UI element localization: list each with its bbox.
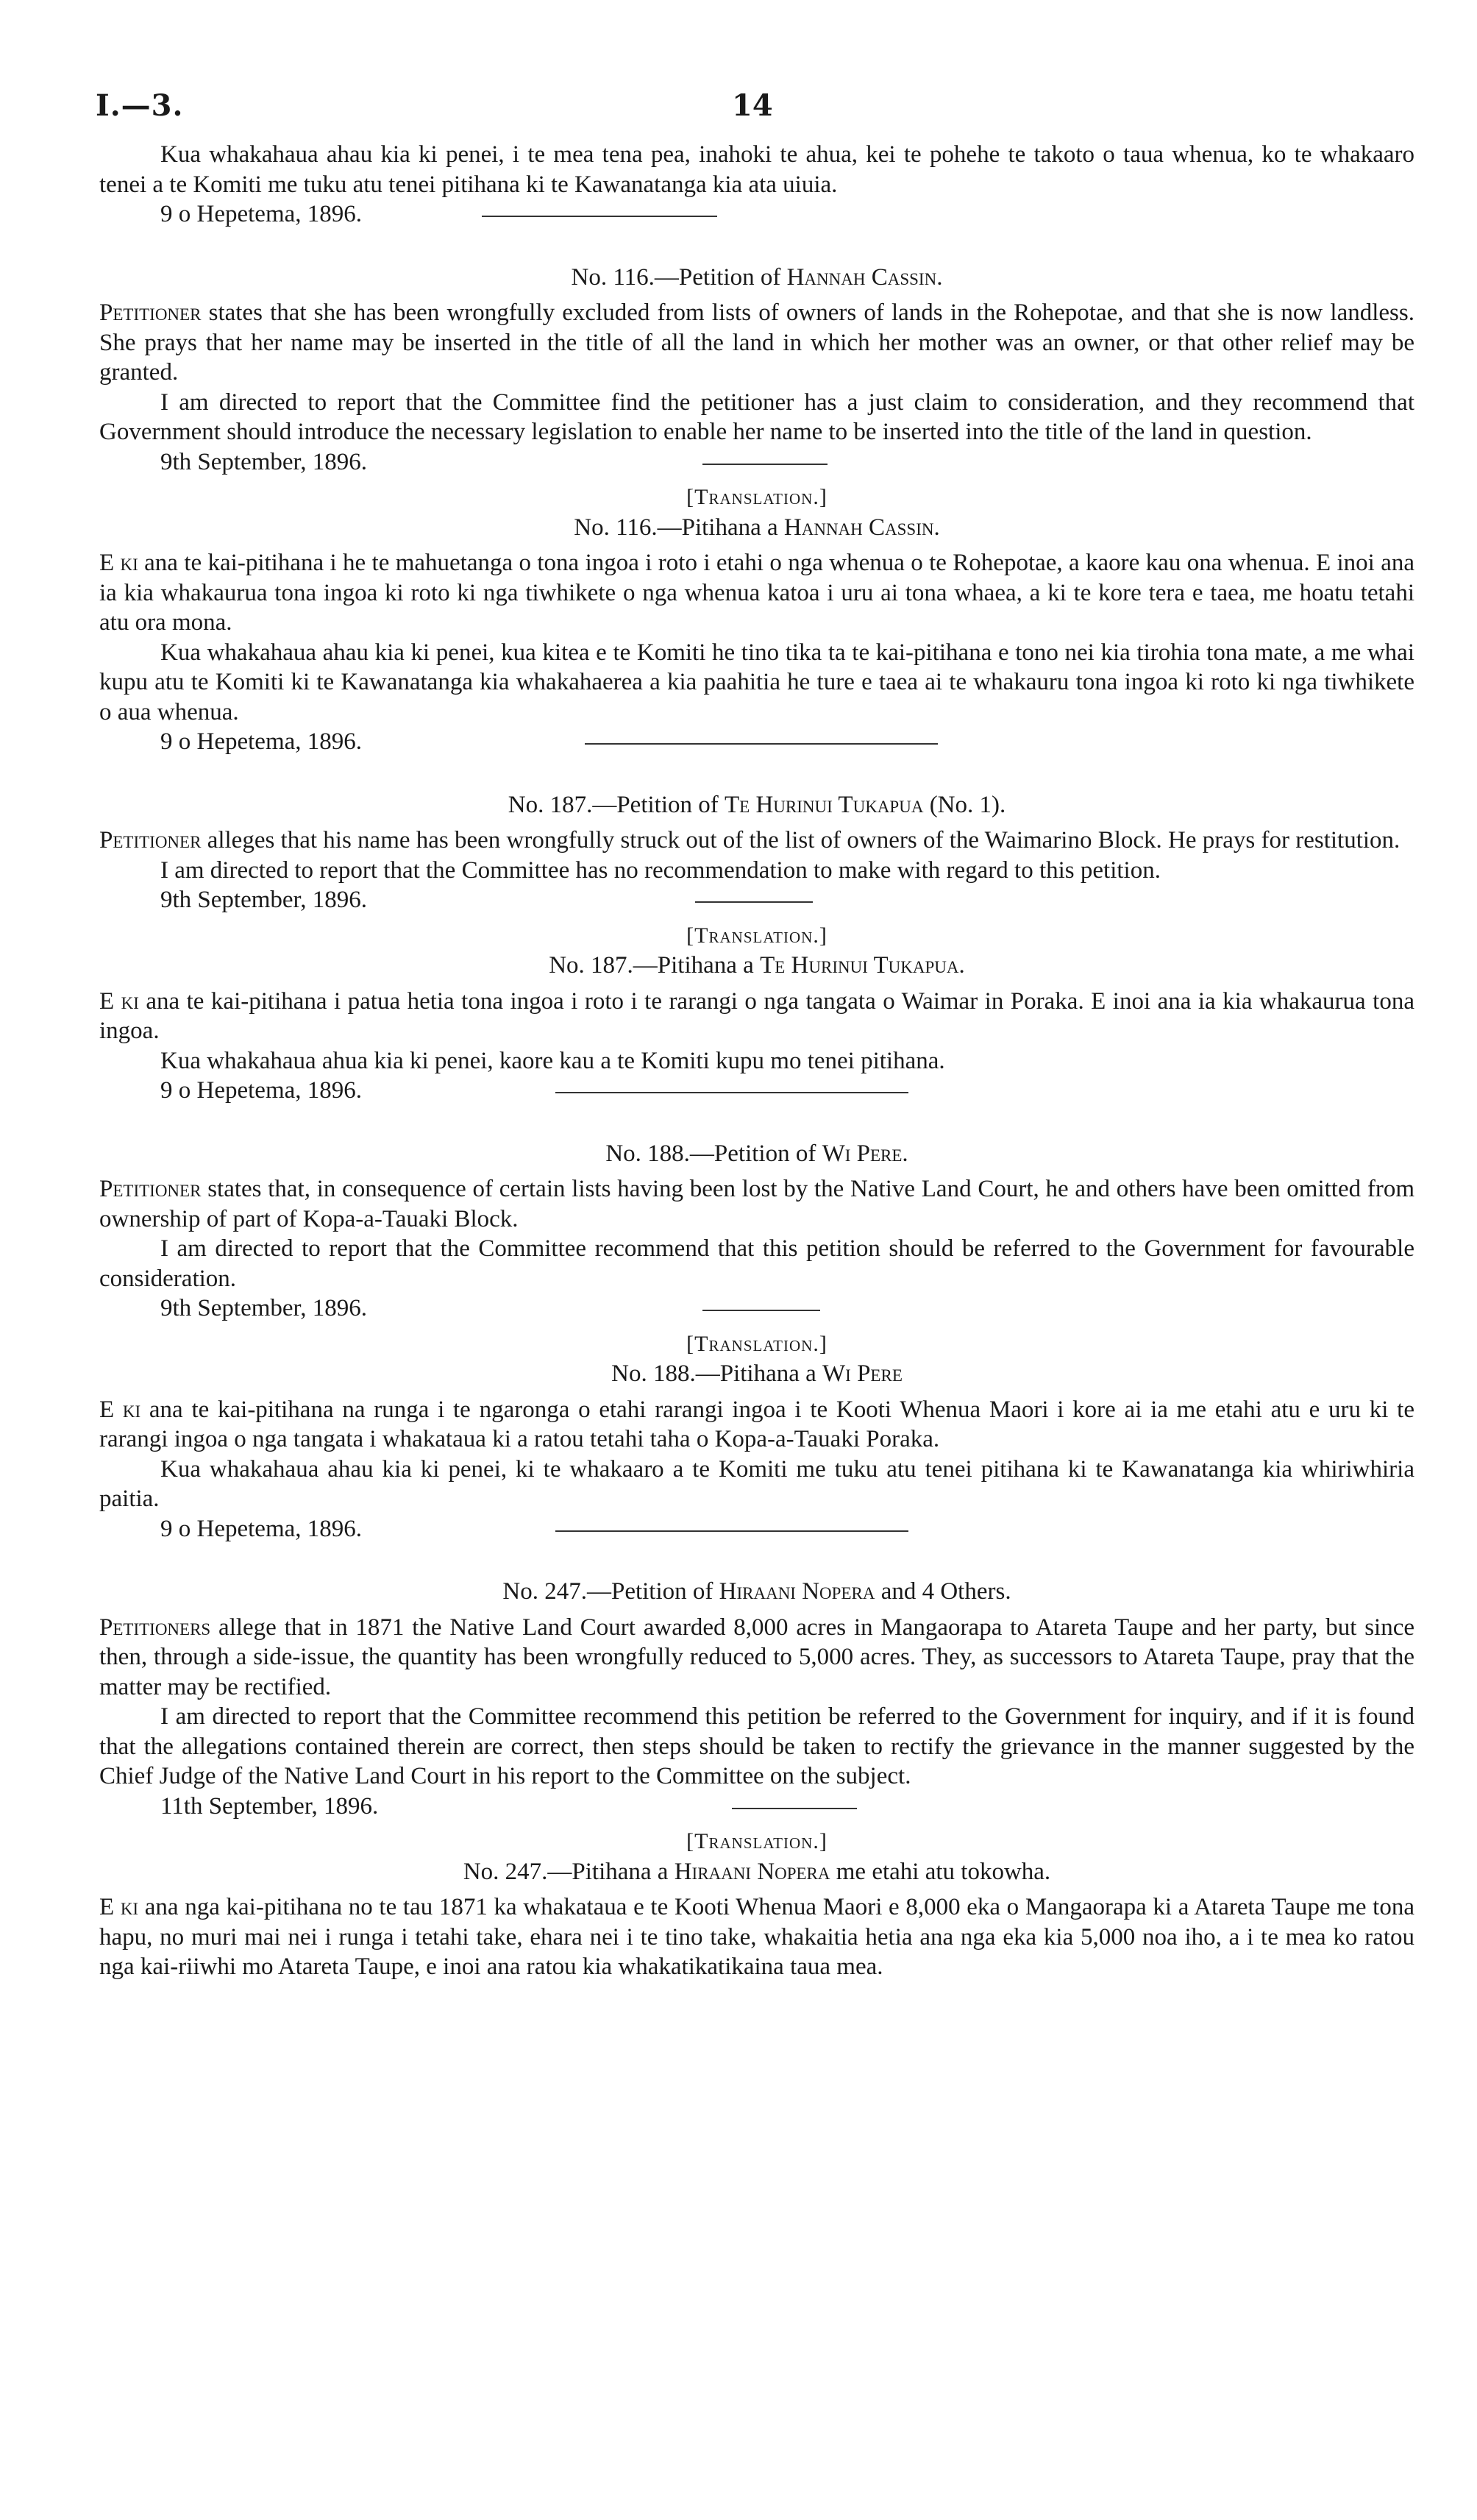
translation-label: [Translation.] (686, 1829, 828, 1853)
date-line (99, 447, 1414, 478)
translation-statement: E ki ana te kai-pitihana i he te mahuetanga o tona ingoa i roto i etahi o nga whenua o te Rohepotae, a kaore kau ona whenua. E inoi ana ia kia whakaurua tona ingoa ki roto ki nga tiwhikete o nga whenua katoa i uru ai tona whaea, a ki te kore tera e taea, me hoatu tetahi atu ora mona. (99, 550, 1414, 636)
petitioner-name: Wi Pere (822, 1360, 903, 1387)
date-line (99, 1076, 1414, 1106)
section-divider (585, 743, 938, 745)
document-reference: I.—3. (96, 88, 184, 123)
date-line (99, 1514, 1414, 1544)
date-text: 9th September, 1896. (160, 887, 367, 913)
committee-report: I am directed to report that the Committee recommend this petition be referred to the Government for inquiry, and if it is found that the allegations contained therein are correct, then steps should be taken to rectify the grievance in the manner suggested by the Chief Judge of the Native Land Court in his report to the Committee on the subject. (99, 1703, 1414, 1789)
petition-statement: Petitioner states that, in consequence of certain lists having been lost by the Native Land Court, he and others have been omitted from ownership of part of Kopa-a-Tauaki Block. (99, 1176, 1414, 1232)
section-divider (555, 1092, 908, 1093)
translation-heading: No. 187.—Pitihana a Te Hurinui Tukapua. (549, 952, 965, 979)
date-text: 11th September, 1896. (160, 1792, 379, 1820)
section-divider (555, 1530, 908, 1532)
translation-label: [Translation.] (686, 923, 828, 948)
translation-heading: No. 247.—Pitihana a Hiraani Nopera me etahi atu tokowha. (463, 1858, 1051, 1885)
page-number: 14 (732, 88, 773, 123)
date-text: 9 o Hepetema, 1896. (160, 201, 363, 227)
petitioner-name: Te Hurinui Tukapua (725, 791, 924, 818)
petitioner-name: Hiraani Nopera (719, 1578, 875, 1605)
committee-report: I am directed to report that the Committee has no recommendation to make with regard to this petition. (160, 856, 1161, 884)
petition-heading: No. 116.—Petition of Hannah Cassin. (571, 263, 943, 291)
date-text: 9 o Hepetema, 1896. (160, 1077, 363, 1104)
petitioner-name: Hiraani Nopera (674, 1858, 830, 1885)
petition-statement: Petitioner states that she has been wrongfully excluded from lists of owners of lands in the Rohepotae, and that she is now landless. She prays that her name may be inserted in the title of all the land in which her mother was an owner, or that other relief may be granted. (99, 299, 1414, 386)
translation-heading: No. 188.—Pitihana a Wi Pere (611, 1360, 903, 1387)
translation-report: Kua whakahaua ahau kia ki penei, ki te whakaaro a te Komiti me tuku atu tenei pitihana ki te Kawanatanga kia whiriwhiria paitia. (99, 1455, 1414, 1512)
petitioner-name: Te Hurinui Tukapua (760, 952, 959, 979)
section-divider (482, 216, 717, 217)
document-page (96, 88, 1414, 1982)
translation-statement: E ki ana te kai-pitihana i patua hetia tona ingoa i roto i te rarangi o nga tangata o Waimar in Poraka. E inoi ana ia kia whakaurua tona ingoa. (99, 987, 1414, 1044)
translation-report: Kua whakahaua ahau kia ki penei, kua kitea e te Komiti he tino tika ta te kai-pitihana e tono nei kia tirohia tona mate, a me whai kupu atu te Komiti ki te Kawanatanga kia whakahaerea a kia paahitia he ture e taea ai te whakauru tona ingoa ki roto ki nga tiwhikete o aua whenua. (99, 639, 1414, 725)
petition-statement: Petitioners allege that in 1871 the Native Land Court awarded 8,000 acres in Mangaorapa to Atareta Taupe and her party, but since then, through a side-issue, the quantity has been wrongfully reduced to 5,000 acres. They, as successors to Atareta Taupe, pray that the matter may be rectified. (99, 1614, 1414, 1700)
petitioner-name: Hannah Cassin (786, 263, 937, 291)
continuation-paragraph: Kua whakahaua ahau kia ki penei, i te mea tena pea, inahoki te ahua, kei te pohehe te takoto o taua whenua, ko te whakaaro tenei a te Komiti me tuku atu tenei pitihana ki te Kawanatanga kia ata uiuia. (99, 141, 1414, 198)
date-text: 9 o Hepetema, 1896. (160, 1515, 363, 1542)
date-text: 9th September, 1896. (160, 448, 367, 475)
committee-report: I am directed to report that the Committee recommend that this petition should be referred to the Government for favourable consideration. (99, 1235, 1414, 1292)
committee-report: I am directed to report that the Committee find the petitioner has a just claim to consideration, and they recommend that Government should introduce the necessary legislation to enable her name to be inserted into the title of the land in question. (99, 388, 1414, 445)
translation-heading: No. 116.—Pitihana a Hannah Cassin. (574, 514, 940, 541)
date-text: 9th September, 1896. (160, 1295, 367, 1321)
petitioner-name: Wi Pere (822, 1140, 903, 1167)
short-divider (732, 1808, 857, 1809)
translation-label: [Translation.] (686, 485, 828, 509)
petition-statement: Petitioner alleges that his name has been wrongfully struck out of the list of owners of the Waimarino Block. He prays for restitution. (99, 827, 1401, 853)
petition-heading: No. 247.—Petition of Hiraani Nopera and 4 Others. (502, 1578, 1011, 1605)
short-divider (695, 901, 813, 903)
date-line (99, 1792, 1414, 1822)
translation-statement: E ki ana te kai-pitihana na runga i te ngaronga o etahi rarangi ingoa i te Kooti Whenua Maori i kore ai ia me etahi atu e uru ki te rarangi ingoa o nga tangata i whakataua ki a ratou tetahi taha o Kopa-a-Tauaki Poraka. (99, 1396, 1414, 1452)
date-line (99, 199, 1414, 230)
translation-report: Kua whakahaua ahua kia ki penei, kaore kau a te Komiti kupu mo tenei pitihana. (160, 1047, 945, 1074)
date-line (99, 1293, 1414, 1324)
translation-label: [Translation.] (686, 1331, 828, 1356)
page-header (96, 88, 1414, 140)
short-divider (702, 1310, 820, 1311)
petition-heading: No. 188.—Petition of Wi Pere. (605, 1140, 908, 1167)
date-line (99, 727, 1414, 757)
petition-heading: No. 187.—Petition of Te Hurinui Tukapua (No. 1). (508, 791, 1006, 818)
short-divider (702, 464, 828, 465)
date-line (99, 885, 1414, 915)
translation-statement: E ki ana nga kai-pitihana no te tau 1871 ka whakataua e te Kooti Whenua Maori e 8,000 eka o Mangaorapa ki a Atareta Taupe me tona hapu, no muri mai nei i runga i tetahi take, ehara nei i te tino take, whakaitia hetia ana nga eka kia 5,000 noa iho, a i te mea ko ratou nga kai-riiwhi mo Atareta Taupe, e inoi ana ratou kia whakatikatikaina taua mea. (99, 1894, 1414, 1980)
petitioner-name: Hannah Cassin (783, 514, 934, 541)
date-text: 9 o Hepetema, 1896. (160, 728, 363, 755)
